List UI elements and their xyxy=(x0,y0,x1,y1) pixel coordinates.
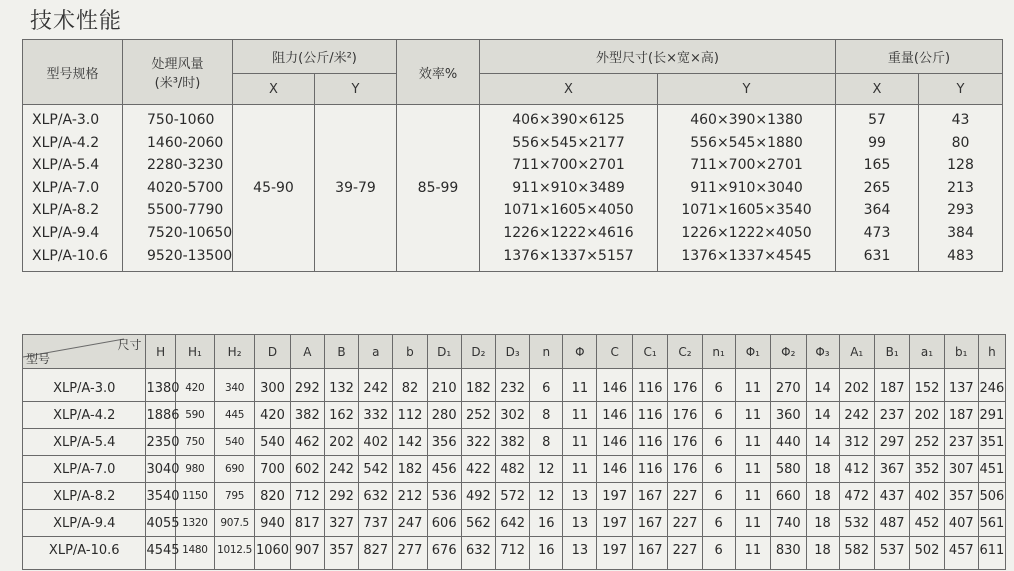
resistance-y-value: 39-79 xyxy=(315,105,397,272)
header-resistance-y: Y xyxy=(315,74,397,105)
corner-header xyxy=(23,335,146,369)
table-cell: 456 xyxy=(427,456,461,483)
column-header: H₂ xyxy=(214,335,254,369)
table-cell: 242 xyxy=(359,369,393,402)
column-header: Φ₂ xyxy=(771,335,806,369)
table-cell: 6 xyxy=(702,483,735,510)
table-cell: 8 xyxy=(530,429,563,456)
weight-y-cell: 384 xyxy=(947,224,974,241)
table-cell: 18 xyxy=(806,510,839,537)
table-cell: 112 xyxy=(393,402,427,429)
header-dimensions: 外型尺寸(长×宽×高) xyxy=(480,40,836,74)
table-cell: 352 xyxy=(910,456,944,483)
header-resistance-x: X xyxy=(233,74,315,105)
table-cell: 11 xyxy=(735,402,770,429)
header-resistance: 阻力(公斤/米²) xyxy=(233,40,397,74)
table-cell: 351 xyxy=(978,429,1005,456)
table-cell: 6 xyxy=(702,369,735,402)
airflow-cell: 7520-10650 xyxy=(147,224,233,241)
column-header: D₂ xyxy=(461,335,495,369)
table-cell: 452 xyxy=(910,510,944,537)
table-cell: 13 xyxy=(563,510,597,537)
table-cell: 632 xyxy=(461,537,495,570)
table-cell: 6 xyxy=(530,369,563,402)
table-cell: 18 xyxy=(806,456,839,483)
table-cell: 367 xyxy=(874,456,909,483)
table-cell: 11 xyxy=(563,429,597,456)
table-cell: 642 xyxy=(496,510,530,537)
table-cell: 907.5 xyxy=(214,510,254,537)
table-cell: 146 xyxy=(597,369,632,402)
table-cell: 712 xyxy=(290,483,324,510)
column-header: A₁ xyxy=(839,335,874,369)
table-cell: 602 xyxy=(290,456,324,483)
table-cell: 8 xyxy=(530,402,563,429)
table-row xyxy=(23,456,1006,483)
table-cell: 12 xyxy=(530,456,563,483)
table-row xyxy=(23,483,1006,510)
table-cell: 18 xyxy=(806,483,839,510)
table-cell: 542 xyxy=(359,456,393,483)
column-header: a₁ xyxy=(910,335,944,369)
header-dim-x: X xyxy=(480,74,658,105)
column-header: B xyxy=(324,335,358,369)
weight-x-cell: 364 xyxy=(863,202,891,219)
table-cell: 237 xyxy=(874,402,909,429)
weight-y-cell: 483 xyxy=(947,247,974,264)
table-cell: 116 xyxy=(632,456,667,483)
weight-x-cell: 99 xyxy=(868,134,886,151)
table-cell: 506 xyxy=(978,483,1005,510)
resistance-x-value: 45-90 xyxy=(233,105,315,272)
dim-x-cell: 1226×1222×4616 xyxy=(503,224,634,241)
table-cell: 360 xyxy=(771,402,806,429)
table-row xyxy=(23,429,1006,456)
table-cell: 1150 xyxy=(175,483,214,510)
table-cell: 12 xyxy=(530,483,563,510)
table-cell: 197 xyxy=(597,510,632,537)
table-cell: 980 xyxy=(175,456,214,483)
table-cell: 167 xyxy=(632,483,667,510)
airflow-cell: 9520-13500 xyxy=(147,247,233,264)
table-cell: 827 xyxy=(359,537,393,570)
table-cell: 6 xyxy=(702,510,735,537)
table-cell: 562 xyxy=(461,510,495,537)
weight-x-cell: 473 xyxy=(863,224,891,241)
table-cell: 1060 xyxy=(255,537,290,570)
table-cell: 187 xyxy=(874,369,909,402)
table-cell: 412 xyxy=(839,456,874,483)
table-cell: 940 xyxy=(255,510,290,537)
dim-x-cell: 556×545×2177 xyxy=(512,134,625,151)
row-model: XLP/A-7.0 xyxy=(23,456,146,483)
table-cell: 227 xyxy=(668,510,702,537)
table-cell: 291 xyxy=(978,402,1005,429)
table-cell: 82 xyxy=(393,369,427,402)
table-cell: 472 xyxy=(839,483,874,510)
weight-x-column xyxy=(836,105,919,272)
table-row xyxy=(23,369,1006,402)
table-cell: 116 xyxy=(632,369,667,402)
model-column xyxy=(23,105,123,272)
header-airflow-unit: (米³/时) xyxy=(154,76,201,91)
row-model: XLP/A-5.4 xyxy=(23,429,146,456)
table-cell: 451 xyxy=(978,456,1005,483)
row-model: XLP/A-4.2 xyxy=(23,402,146,429)
table-cell: 532 xyxy=(839,510,874,537)
model-cell: XLP/A-4.2 xyxy=(32,134,100,151)
table-cell: 820 xyxy=(255,483,290,510)
table-cell: 6 xyxy=(702,537,735,570)
header-weight: 重量(公斤) xyxy=(836,40,1003,74)
table-cell: 572 xyxy=(496,483,530,510)
dim-y-cell: 1376×1337×4545 xyxy=(681,247,812,264)
table-row xyxy=(23,537,1006,570)
weight-x-cell: 165 xyxy=(863,157,891,174)
table-cell: 18 xyxy=(806,537,839,570)
column-header: Φ₁ xyxy=(735,335,770,369)
table-cell: 277 xyxy=(393,537,427,570)
weight-x-cell: 631 xyxy=(863,247,891,264)
page-title: 技术性能 xyxy=(30,9,123,34)
table-cell: 457 xyxy=(944,537,978,570)
weight-y-cell: 80 xyxy=(951,134,970,151)
table-cell: 16 xyxy=(530,537,563,570)
table-cell: 16 xyxy=(530,510,563,537)
column-header: Φ xyxy=(563,335,597,369)
table-cell: 292 xyxy=(290,369,324,402)
weight-y-column xyxy=(919,105,1003,272)
dim-y-cell: 460×390×1380 xyxy=(690,112,803,128)
table-cell: 580 xyxy=(771,456,806,483)
weight-y-cell: 293 xyxy=(947,202,974,219)
table-cell: 167 xyxy=(632,537,667,570)
table-cell: 176 xyxy=(668,369,702,402)
table-cell: 830 xyxy=(771,537,806,570)
dim-x-column xyxy=(480,105,658,272)
table-cell: 302 xyxy=(496,402,530,429)
table-cell: 11 xyxy=(735,429,770,456)
table-cell: 182 xyxy=(461,369,495,402)
table-cell: 795 xyxy=(214,483,254,510)
header-weight-y: Y xyxy=(919,74,1003,105)
column-header: n₁ xyxy=(702,335,735,369)
table-cell: 137 xyxy=(944,369,978,402)
table-cell: 146 xyxy=(597,402,632,429)
table-cell: 176 xyxy=(668,429,702,456)
table-cell: 11 xyxy=(735,369,770,402)
table-cell: 690 xyxy=(214,456,254,483)
table-cell: 537 xyxy=(874,537,909,570)
model-cell: XLP/A-8.2 xyxy=(32,202,100,219)
table-cell: 202 xyxy=(839,369,874,402)
table-cell: 737 xyxy=(359,510,393,537)
table-cell: 660 xyxy=(771,483,806,510)
model-cell: XLP/A-10.6 xyxy=(32,247,109,264)
table-cell: 817 xyxy=(290,510,324,537)
table-cell: 292 xyxy=(324,483,358,510)
table-cell: 212 xyxy=(393,483,427,510)
table-cell: 420 xyxy=(175,369,214,402)
header-airflow xyxy=(123,40,233,105)
performance-table xyxy=(22,39,1003,272)
row-model: XLP/A-9.4 xyxy=(23,510,146,537)
weight-x-cell: 265 xyxy=(863,179,891,196)
column-header: B₁ xyxy=(874,335,909,369)
table-cell: 14 xyxy=(806,402,839,429)
column-header: C₂ xyxy=(668,335,702,369)
table-cell: 1480 xyxy=(175,537,214,570)
table-cell: 422 xyxy=(461,456,495,483)
column-header: D₃ xyxy=(496,335,530,369)
table-cell: 246 xyxy=(978,369,1005,402)
table-cell: 227 xyxy=(668,537,702,570)
table-cell: 907 xyxy=(290,537,324,570)
table-cell: 632 xyxy=(359,483,393,510)
table-cell: 332 xyxy=(359,402,393,429)
column-header: H xyxy=(146,335,175,369)
header-dim-y: Y xyxy=(658,74,836,105)
table-cell: 4055 xyxy=(146,510,175,537)
dim-x-cell: 1071×1605×4050 xyxy=(503,202,634,219)
dimension-table xyxy=(22,334,1006,570)
dim-y-cell: 911×910×3040 xyxy=(690,179,803,196)
dim-x-cell: 1376×1337×5157 xyxy=(503,247,634,264)
table-cell: 11 xyxy=(735,510,770,537)
table-cell: 197 xyxy=(597,537,632,570)
table-cell: 237 xyxy=(944,429,978,456)
table-cell: 3040 xyxy=(146,456,175,483)
table-cell: 482 xyxy=(496,456,530,483)
row-model: XLP/A-3.0 xyxy=(23,369,146,402)
model-cell: XLP/A-5.4 xyxy=(32,157,100,174)
table-cell: 197 xyxy=(597,483,632,510)
column-header: h xyxy=(978,335,1005,369)
table-cell: 11 xyxy=(563,456,597,483)
table-cell: 357 xyxy=(324,537,358,570)
table-cell: 382 xyxy=(290,402,324,429)
table-cell: 13 xyxy=(563,537,597,570)
header-airflow-label: 处理风量 xyxy=(151,57,204,72)
dim-x-cell: 406×390×6125 xyxy=(512,112,625,128)
table-cell: 540 xyxy=(255,429,290,456)
airflow-cell: 4020-5700 xyxy=(147,179,224,196)
table-cell: 1320 xyxy=(175,510,214,537)
table-cell: 1886 xyxy=(146,402,175,429)
dim-y-cell: 556×545×1880 xyxy=(690,134,803,151)
column-header: C₁ xyxy=(632,335,667,369)
header-weight-x: X xyxy=(836,74,919,105)
table-cell: 152 xyxy=(910,369,944,402)
table-cell: 492 xyxy=(461,483,495,510)
table-cell: 146 xyxy=(597,456,632,483)
weight-y-cell: 213 xyxy=(947,179,974,196)
model-cell: XLP/A-9.4 xyxy=(32,224,100,241)
table-cell: 187 xyxy=(944,402,978,429)
table-cell: 11 xyxy=(563,369,597,402)
table-cell: 582 xyxy=(839,537,874,570)
table-cell: 322 xyxy=(461,429,495,456)
column-header: b xyxy=(393,335,427,369)
airflow-cell: 5500-7790 xyxy=(147,202,224,219)
table-cell: 132 xyxy=(324,369,358,402)
header-model: 型号规格 xyxy=(23,40,123,105)
table-cell: 176 xyxy=(668,456,702,483)
table-cell: 6 xyxy=(702,429,735,456)
column-header: D xyxy=(255,335,290,369)
table-cell: 242 xyxy=(839,402,874,429)
header-efficiency: 效率% xyxy=(397,40,480,105)
table-cell: 437 xyxy=(874,483,909,510)
column-header: A xyxy=(290,335,324,369)
table-cell: 210 xyxy=(427,369,461,402)
table-cell: 312 xyxy=(839,429,874,456)
table-cell: 712 xyxy=(496,537,530,570)
model-cell: XLP/A-7.0 xyxy=(32,179,100,196)
table-cell: 142 xyxy=(393,429,427,456)
table-cell: 202 xyxy=(324,429,358,456)
weight-y-cell: 43 xyxy=(951,112,970,128)
table-cell: 1012.5 xyxy=(214,537,254,570)
table-cell: 4545 xyxy=(146,537,175,570)
airflow-cell: 2280-3230 xyxy=(147,157,224,174)
table-cell: 300 xyxy=(255,369,290,402)
dim-x-cell: 911×910×3489 xyxy=(512,179,625,196)
table-cell: 462 xyxy=(290,429,324,456)
table-cell: 14 xyxy=(806,369,839,402)
table-cell: 11 xyxy=(563,402,597,429)
table-cell: 407 xyxy=(944,510,978,537)
table-cell: 6 xyxy=(702,456,735,483)
airflow-cell: 750-1060 xyxy=(147,112,215,128)
table-cell: 402 xyxy=(910,483,944,510)
table-cell: 116 xyxy=(632,402,667,429)
table-cell: 242 xyxy=(324,456,358,483)
table-cell: 162 xyxy=(324,402,358,429)
table-cell: 182 xyxy=(393,456,427,483)
table-cell: 270 xyxy=(771,369,806,402)
table-cell: 297 xyxy=(874,429,909,456)
table-cell: 750 xyxy=(175,429,214,456)
table-cell: 252 xyxy=(910,429,944,456)
table-cell: 402 xyxy=(359,429,393,456)
dim-x-cell: 711×700×2701 xyxy=(512,157,625,174)
table-cell: 167 xyxy=(632,510,667,537)
table-cell: 540 xyxy=(214,429,254,456)
table-cell: 487 xyxy=(874,510,909,537)
table-cell: 247 xyxy=(393,510,427,537)
table-cell: 307 xyxy=(944,456,978,483)
table-cell: 356 xyxy=(427,429,461,456)
corner-model-label: 型号 xyxy=(26,352,51,366)
table-row xyxy=(23,402,1006,429)
table-cell: 3540 xyxy=(146,483,175,510)
column-header: H₁ xyxy=(175,335,214,369)
row-model: XLP/A-10.6 xyxy=(23,537,146,570)
corner-dimension-label: 尺寸 xyxy=(117,338,142,352)
table-cell: 280 xyxy=(427,402,461,429)
table-cell: 420 xyxy=(255,402,290,429)
weight-x-cell: 57 xyxy=(868,112,886,128)
table-cell: 11 xyxy=(735,537,770,570)
table-cell: 382 xyxy=(496,429,530,456)
column-header: Φ₃ xyxy=(806,335,839,369)
table-cell: 536 xyxy=(427,483,461,510)
efficiency-value: 85-99 xyxy=(397,105,480,272)
table-cell: 176 xyxy=(668,402,702,429)
column-header: n xyxy=(530,335,563,369)
column-header: b₁ xyxy=(944,335,978,369)
table-cell: 445 xyxy=(214,402,254,429)
table-cell: 676 xyxy=(427,537,461,570)
table-cell: 327 xyxy=(324,510,358,537)
table-cell: 611 xyxy=(978,537,1005,570)
table-cell: 227 xyxy=(668,483,702,510)
table-cell: 252 xyxy=(461,402,495,429)
table-cell: 1380 xyxy=(146,369,175,402)
dim-y-column xyxy=(658,105,836,272)
table-cell: 14 xyxy=(806,429,839,456)
table-cell: 700 xyxy=(255,456,290,483)
table-cell: 146 xyxy=(597,429,632,456)
column-header: a xyxy=(359,335,393,369)
table-cell: 232 xyxy=(496,369,530,402)
table-cell: 11 xyxy=(735,456,770,483)
table-cell: 116 xyxy=(632,429,667,456)
row-model: XLP/A-8.2 xyxy=(23,483,146,510)
dim-y-cell: 1071×1605×3540 xyxy=(681,202,812,219)
table-cell: 740 xyxy=(771,510,806,537)
table-cell: 502 xyxy=(910,537,944,570)
table-row xyxy=(23,510,1006,537)
table-cell: 340 xyxy=(214,369,254,402)
table-cell: 357 xyxy=(944,483,978,510)
table-cell: 202 xyxy=(910,402,944,429)
dim-y-cell: 1226×1222×4050 xyxy=(681,224,812,241)
airflow-column xyxy=(123,105,233,272)
column-header: C xyxy=(597,335,632,369)
weight-y-cell: 128 xyxy=(947,157,974,174)
airflow-cell: 1460-2060 xyxy=(147,134,224,151)
table-cell: 606 xyxy=(427,510,461,537)
table-cell: 2350 xyxy=(146,429,175,456)
table-cell: 6 xyxy=(702,402,735,429)
table-cell: 11 xyxy=(735,483,770,510)
column-header: D₁ xyxy=(427,335,461,369)
model-cell: XLP/A-3.0 xyxy=(32,112,100,128)
table-cell: 561 xyxy=(978,510,1005,537)
table-cell: 590 xyxy=(175,402,214,429)
table-cell: 13 xyxy=(563,483,597,510)
table-cell: 440 xyxy=(771,429,806,456)
dim-y-cell: 711×700×2701 xyxy=(690,157,803,174)
